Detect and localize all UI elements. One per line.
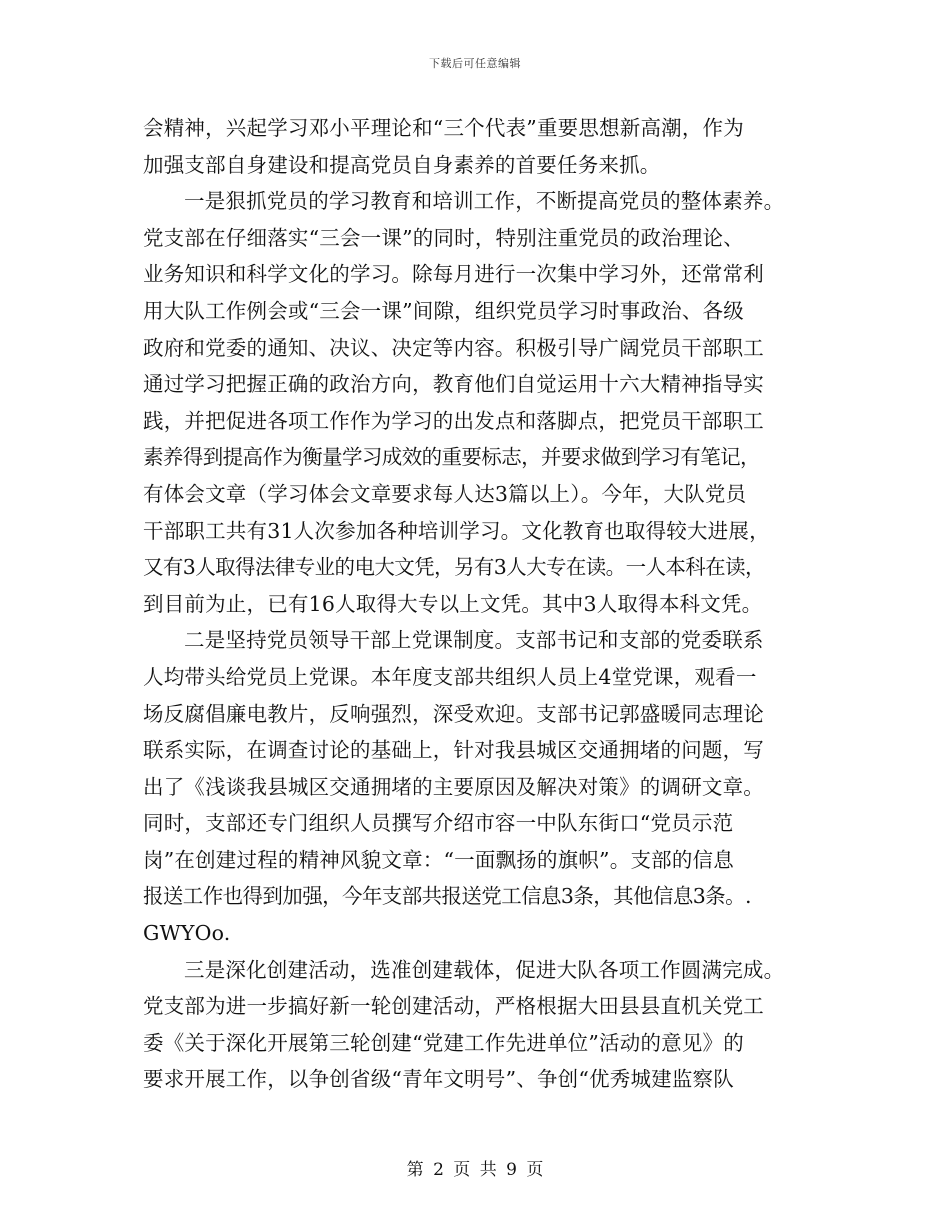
paragraph-line: 又有3人取得法律专业的电大文凭，另有3人大专在读。一人本科在读， xyxy=(143,555,765,580)
header-note: 下载后可任意编辑 xyxy=(429,57,521,70)
body-text xyxy=(143,110,833,1098)
paragraph-line: 业务知识和科学文化的学习。除每月进行一次集中学习外，还常常利 xyxy=(143,262,764,287)
paragraph-line: 有体会文章（学习体会文章要求每人达3篇以上）。今年，大队党员 xyxy=(143,481,747,506)
paragraph-line: 场反腐倡廉电教片，反响强烈，深受欢迎。支部书记郭盛暖同志理论 xyxy=(143,701,764,726)
paragraph-line: 二是坚持党员领导干部上党课制度。支部书记和支部的党委联系 xyxy=(184,628,764,653)
paragraph-line: 到目前为止，已有16人取得大专以上文凭。其中3人取得本科文凭。 xyxy=(143,591,763,616)
paragraph-line: 通过学习把握正确的政治方向，教育他们自觉运用十六大精神指导实 xyxy=(143,372,764,397)
paragraph-line: 委《关于深化开展第三轮创建“党建工作先进单位”活动的意见》的 xyxy=(143,1030,744,1055)
paragraph-line: 要求开展工作，以争创省级“青年文明号”、争创“优秀城建监察队 xyxy=(143,1067,734,1092)
paragraph-line: 干部职工共有31人次参加各种培训学习。文化教育也取得较大进展， xyxy=(143,518,770,543)
paragraph-line: 加强支部自身建设和提高党员自身素养的首要任务来抓。 xyxy=(143,152,661,177)
paragraph-line: GWYOo. xyxy=(143,921,231,946)
paragraph-line: 用大队工作例会或“三会一课”间隙，组织党员学习时事政治、各级 xyxy=(143,298,744,323)
paragraph-line: 联系实际，在调查讨论的基础上，针对我县城区交通拥堵的问题，写 xyxy=(143,738,764,763)
paragraph-line: 党支部为进一步搞好新一轮创建活动，严格根据大田县县直机关党工 xyxy=(143,994,764,1019)
paragraph-line: 岗”在创建过程的精神风貌文章：“一面飘扬的旗帜”。支部的信息 xyxy=(143,847,734,872)
paragraph-line: 践，并把促进各项工作作为学习的出发点和落脚点，把党员干部职工 xyxy=(143,408,764,433)
paragraph-line: 党支部在仔细落实“三会一课”的同时，特别注重党员的政治理论、 xyxy=(143,225,744,250)
page-number: 第 2 页 共 9 页 xyxy=(406,1160,544,1180)
paragraph-line: 一是狠抓党员的学习教育和培训工作，不断提高党员的整体素养。 xyxy=(184,189,785,214)
paragraph-line: 三是深化创建活动，选准创建载体，促进大队各项工作圆满完成。 xyxy=(184,957,785,982)
paragraph-line: 人均带头给党员上党课。本年度支部共组织人员上4堂党课，观看一 xyxy=(143,664,757,689)
paragraph-line: 报送工作也得到加强，今年支部共报送党工信息3条，其他信息3条。. xyxy=(143,884,751,909)
paragraph-line: 政府和党委的通知、决议、决定等内容。积极引导广阔党员干部职工 xyxy=(143,335,764,360)
paragraph-line: 同时，支部还专门组织人员撰写介绍市容一中队东街口“党员示范 xyxy=(143,811,734,836)
paragraph-line: 素养得到提高作为衡量学习成效的重要标志，并要求做到学习有笔记， xyxy=(143,445,760,470)
paragraph-line: 出了《浅谈我县城区交通拥堵的主要原因及解决对策》的调研文章。 xyxy=(143,774,764,799)
paragraph-line: 会精神，兴起学习邓小平理论和“三个代表”重要思想新高潮，作为 xyxy=(143,116,744,140)
